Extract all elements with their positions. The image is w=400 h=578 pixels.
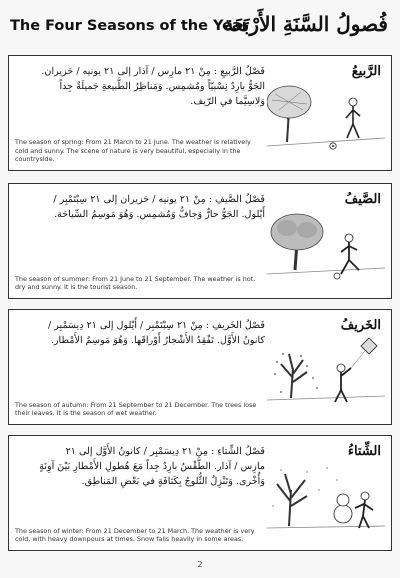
- autumn-arabic-line: كانونُ الأَوَّل. تَفْقِدُ الأَشْجارُ أَوْراقَها. وَهُوَ مَوسِمُ الأَمْطار.: [50, 335, 265, 346]
- summer-english-text: The season of summer: From 21 June to 21 September. The weather is hot, dry and sunny. It is the tourist season.: [15, 274, 256, 292]
- season-card-spring: [8, 55, 392, 171]
- spring-arabic-line: فَصْلُ الرَّبيعِ : مِنْ ٢١ مارِس / آذار إلى ٢١ يونيه / حَزيران.: [41, 66, 265, 77]
- winter-english-text: The season of winter: From 21 December to 21 March. The weather is very cold, with heavy downpours at times. Snow falls heavily in some areas.: [15, 526, 255, 544]
- winter-arabic-line: مارِس / آذار. الطَّقْسُ بارِدٌ جِداً مَعَ هُطولِ الأَمْطارِ بَيْنَ آوِنَةٍ: [39, 461, 265, 472]
- autumn-arabic-line: فَصْلُ الخَريفِ : مِنْ ٢١ سِبْتَمْبِر / أَيْلول إلى ٢١ دِيسَمْبِر /: [47, 320, 265, 331]
- autumn-label: الخَريفُ: [340, 318, 381, 333]
- autumn-arabic-text: [15, 318, 265, 348]
- season-card-autumn: [8, 309, 392, 425]
- spring-illustration: [267, 80, 385, 166]
- winter-arabic-text: [15, 444, 265, 489]
- page-header: [8, 10, 392, 44]
- summer-arabic-text: [15, 192, 265, 222]
- season-card-winter: [8, 435, 392, 551]
- page-title-english: The Four Seasons of the Year: [10, 18, 249, 34]
- spring-english-text: The season of spring: From 21 March to 21 June. The weather is relatively cold and sunny. The scene of nature is very beautiful, especially in the countryside.: [15, 138, 251, 164]
- spring-arabic-line: وَلاسِيَّما في الرّيف.: [190, 96, 265, 107]
- page-title-arabic: فُصولُ السَّنَةِ الأَرْبَعَة: [223, 12, 388, 36]
- autumn-english-text: The season of autumn: From 21 September to 21 December. The trees lose their leaves. It is the season of wet weather.: [15, 400, 257, 418]
- summer-illustration: [267, 208, 385, 294]
- spring-arabic-text: [15, 64, 265, 109]
- winter-label: الشِّتاءُ: [347, 444, 381, 459]
- summer-label: الصَّيفُ: [344, 192, 381, 207]
- summer-arabic-line: أَيْلول. الجَوُّ حارٌّ وَجافٌّ وَمُشمِس. وَهُوَ مَوسِمُ السِّياحَة.: [54, 209, 265, 220]
- season-card-summer: [8, 183, 392, 299]
- autumn-illustration: [267, 334, 385, 420]
- spring-label: الرَّبيعُ: [351, 64, 381, 79]
- winter-arabic-line: وَأُخْرى. وَتَنْزِلُ الثُّلوجُ بِكَثافَةٍ في بَعْضِ المَناطِق.: [81, 476, 265, 487]
- winter-arabic-line: فَصْلُ الشِّتاءِ : مِنْ ٢١ دِيسَمْبِر / كانونُ الأَوَّل إلى ٢١: [65, 446, 265, 457]
- spring-arabic-line: الجَوُّ بارِدٌ نِسْبيّاً ومُشمِس. وَمَناظِرُ الطَّبيعةِ جَميلَةٌ جِداً: [59, 81, 265, 92]
- summer-arabic-line: فَصْلُ الصَّيفِ : مِنْ ٢١ يونيه / حَزيران إلى ٢١ سِبْتَمْبِر /: [53, 194, 265, 205]
- page-number: 2: [197, 560, 203, 569]
- winter-illustration: [267, 460, 385, 546]
